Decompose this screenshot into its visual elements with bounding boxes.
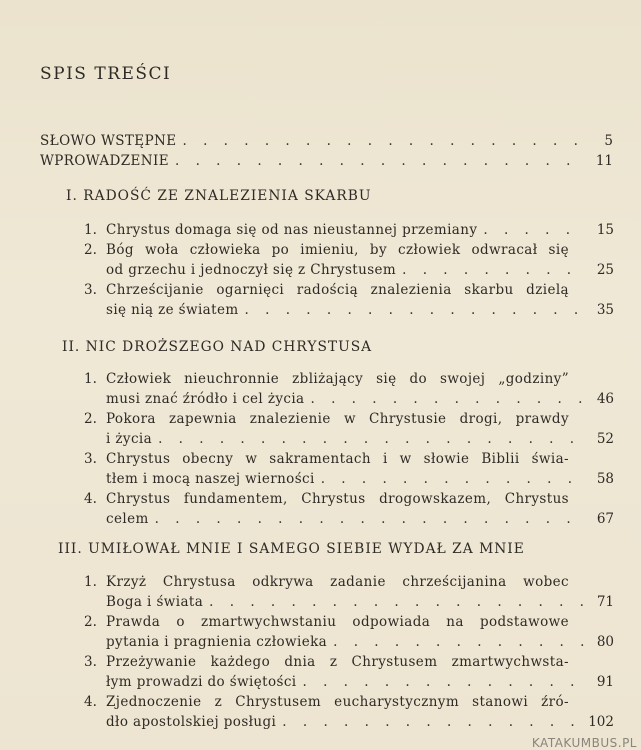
toc-entry-number: 3. [84,451,97,467]
toc-entry[interactable] [84,220,614,240]
dot-leader [183,131,583,151]
toc-entry-title: łym prowadzi do świętości [106,674,297,690]
dot-leader [209,592,584,612]
toc-entry-continuation[interactable] [106,469,614,489]
toc-entry-title: Człowiek nieuchronnie zbliżający się do swojej „godziny” [106,371,569,387]
toc-entry[interactable] [84,489,569,509]
toc-entry-title: musi znać źródło i cel życia [106,391,305,407]
toc-entry[interactable] [84,369,569,389]
toc-entry-page: 5 [604,133,613,149]
toc-entry-page: 52 [596,431,614,447]
toc-entry[interactable] [84,409,569,429]
toc-entry-continuation[interactable] [106,509,614,529]
toc-entry-number: 1. [84,222,97,238]
toc-entry-number: 3. [84,282,97,298]
toc-entry-number: 2. [84,614,97,630]
toc-entry-title: i życia [106,431,153,447]
toc-entry-page: 80 [596,634,614,650]
toc-entry-foreword[interactable] [40,131,613,151]
toc-entry[interactable] [84,612,569,632]
toc-entry-continuation[interactable] [106,632,614,652]
toc-entry-number: 1. [84,574,97,590]
toc-entry-title: Chrześcijanie ogarnięci radością znalezienia skarbu dzielą [106,282,569,298]
toc-entry-title: WPROWADZENIE [40,153,170,169]
dot-leader [303,672,585,692]
toc-entry-page: 67 [596,511,614,527]
part-title-3: III. UMIŁOWAŁ MNIE I SAMEGO SIEBIE WYDAŁ ZA MNIE [58,541,525,557]
dot-leader [483,220,584,240]
toc-entry-title: się nią ze światem [106,302,239,318]
toc-entry-page: 91 [596,674,614,690]
toc-entry[interactable] [84,449,569,469]
dot-leader [245,300,584,320]
part-title-1: I. RADOŚĆ ZE ZNALEZIENIA SKARBU [66,188,372,204]
toc-entry-number: 1. [84,371,97,387]
dot-leader [282,712,582,732]
toc-entry[interactable] [84,692,569,712]
toc-entry-number: 4. [84,491,97,507]
toc-entry-title: dło apostolskiej posługi [106,714,277,730]
toc-entry-continuation[interactable] [106,260,614,280]
toc-entry-continuation[interactable] [106,300,614,320]
toc-entry[interactable] [84,280,569,300]
toc-entry-title: Chrystus domaga się od nas nieustannej przemiany [106,222,478,238]
toc-entry-title: Boga i świata [106,594,204,610]
part-title-2: II. NIC DROŻSZEGO NAD CHRYSTUSA [62,339,373,355]
toc-entry-title: Przeżywanie każdego dnia z Chrystusem zmartwychwsta- [106,654,569,670]
dot-leader [175,151,583,171]
toc-entry-page: 71 [596,594,614,610]
toc-entry-number: 2. [84,242,97,258]
toc-entry-continuation[interactable] [106,389,614,409]
dot-leader [402,260,584,280]
toc-entry-page: 102 [588,714,614,730]
dot-leader [333,632,584,652]
toc-entry-title: Chrystus fundamentem, Chrystus drogowskazem, Chrystus [106,491,569,507]
toc-entry-continuation[interactable] [106,429,614,449]
toc-entry-number: 4. [84,694,97,710]
toc-entry-number: 3. [84,654,97,670]
toc-entry-title: SŁOWO WSTĘPNE [40,133,177,149]
toc-entry-page: 11 [595,153,613,169]
dot-leader [158,429,584,449]
toc-entry-title: Pokora zapewnia znalezienie w Chrystusie drogi, prawdy [106,411,569,427]
dot-leader [311,389,584,409]
toc-entry-page: 58 [596,471,614,487]
toc-entry-page: 15 [596,222,614,238]
page-title: SPIS TREŚCI [40,64,172,84]
toc-entry-continuation[interactable] [106,592,614,612]
toc-entry-title: Zjednoczenie z Chrystusem eucharystycznym stanowi źró- [106,694,569,710]
toc-entry-title: Bóg woła człowieka po imieniu, by człowiek odwracał się [106,242,569,258]
toc-entry-title: tłem i mocą naszej wierności [106,471,315,487]
toc-entry-introduction[interactable] [40,151,613,171]
toc-entry-continuation[interactable] [106,712,614,732]
watermark: KATAKUMBUS.PL [531,736,637,750]
toc-entry-title: Prawda o zmartwychwstaniu odpowiada na podstawowe [106,614,569,630]
toc-entry-page: 25 [596,262,614,278]
toc-entry[interactable] [84,652,569,672]
toc-entry-page: 46 [596,391,614,407]
toc-entry-title: Chrystus obecny w sakramentach i w słowie Biblii świa- [106,451,569,467]
dot-leader [321,469,584,489]
toc-entry[interactable] [84,572,569,592]
toc-entry-title: od grzechu i jednoczył się z Chrystusem [106,262,397,278]
toc-entry-page: 35 [596,302,614,318]
toc-entry-number: 2. [84,411,97,427]
toc-entry[interactable] [84,240,569,260]
dot-leader [155,509,584,529]
toc-entry-title: celem [106,511,149,527]
toc-entry-title: pytania i pragnienia człowieka [106,634,328,650]
toc-entry-title: Krzyż Chrystusa odkrywa zadanie chrześcijanina wobec [106,574,569,590]
toc-entry-continuation[interactable] [106,672,614,692]
